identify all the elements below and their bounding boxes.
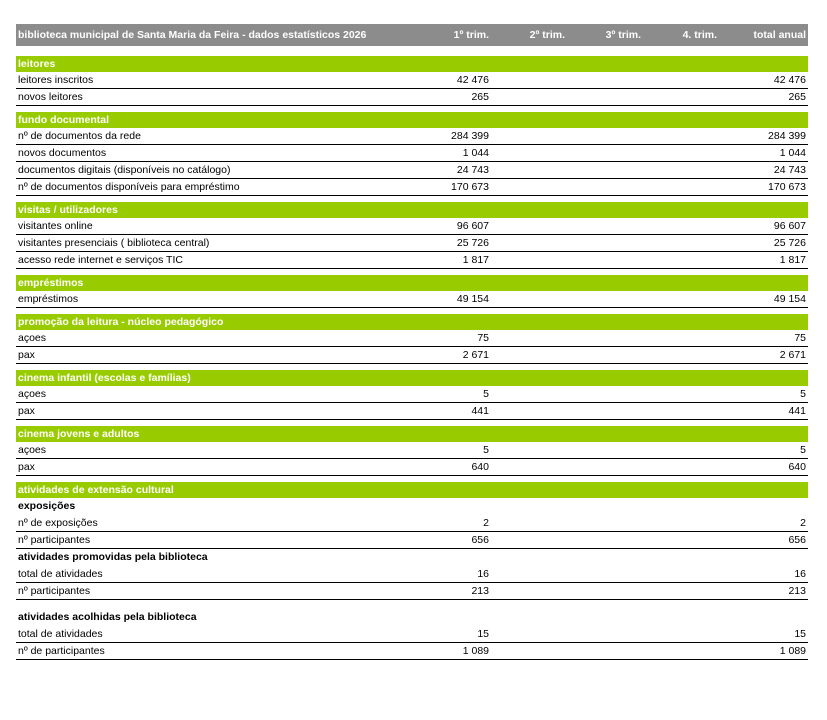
q1-value: 656 xyxy=(471,534,489,546)
q1-value: 640 xyxy=(471,461,489,473)
row-label: pax xyxy=(18,405,35,417)
q1-value: 5 xyxy=(483,388,489,400)
q1-value: 441 xyxy=(471,405,489,417)
table-row xyxy=(16,179,808,196)
table-row xyxy=(16,72,808,89)
q1-value: 2 671 xyxy=(462,349,489,361)
table-row xyxy=(16,532,808,549)
row-label: nº de documentos disponíveis para empréstimo xyxy=(18,181,240,193)
table-row xyxy=(16,291,808,308)
row-label: nº de exposições xyxy=(18,517,98,529)
q1-value: 75 xyxy=(477,332,489,344)
section-header-cinema-infantil xyxy=(16,369,808,386)
row-label: novos leitores xyxy=(18,91,83,103)
total-value: 213 xyxy=(788,585,806,597)
column-header-q3: 3º trim. xyxy=(605,29,641,41)
section-title: cinema jovens e adultos xyxy=(18,428,140,440)
total-value: 15 xyxy=(794,628,806,640)
subsection-header-exposicoes xyxy=(16,498,808,515)
row-label: novos documentos xyxy=(18,147,107,159)
total-value: 441 xyxy=(788,405,806,417)
total-value: 16 xyxy=(794,568,806,580)
q1-value: 42 476 xyxy=(456,74,489,86)
total-value: 170 673 xyxy=(768,181,806,193)
table-header xyxy=(16,24,808,46)
section-header-promocao-leitura xyxy=(16,313,808,330)
row-label: acesso rede internet e serviços TIC xyxy=(18,254,183,266)
total-value: 284 399 xyxy=(768,130,806,142)
statistics-table xyxy=(16,24,808,660)
table-row xyxy=(16,347,808,364)
q1-value: 1 817 xyxy=(462,254,489,266)
row-label: total de atividades xyxy=(18,628,103,640)
row-label: leitores inscritos xyxy=(18,74,94,86)
total-value: 2 671 xyxy=(779,349,806,361)
table-title: biblioteca municipal de Santa Maria da Feira - dados estatísticos 2026 xyxy=(18,29,367,41)
total-value: 75 xyxy=(794,332,806,344)
q1-value: 213 xyxy=(471,585,489,597)
total-value: 96 607 xyxy=(773,220,806,232)
total-value: 640 xyxy=(788,461,806,473)
section-header-visitas xyxy=(16,201,808,218)
q1-value: 5 xyxy=(483,444,489,456)
table-row xyxy=(16,386,808,403)
section-title: cinema infantil (escolas e famílias) xyxy=(18,372,191,384)
subsection-header-acolhidas xyxy=(16,609,808,626)
total-value: 24 743 xyxy=(773,164,806,176)
q1-value: 24 743 xyxy=(456,164,489,176)
table-row xyxy=(16,235,808,252)
section-title: leitores xyxy=(18,58,56,70)
q1-value: 49 154 xyxy=(456,293,489,305)
row-label: pax xyxy=(18,461,35,473)
subsection-title: atividades acolhidas pela biblioteca xyxy=(18,611,197,623)
row-label: açoes xyxy=(18,332,47,344)
subsection-header-promovidas xyxy=(16,549,808,566)
subsection-title: exposições xyxy=(18,500,76,512)
row-label: nº participantes xyxy=(18,534,91,546)
total-value: 25 726 xyxy=(773,237,806,249)
table-row xyxy=(16,252,808,269)
table-row xyxy=(16,566,808,583)
q1-value: 16 xyxy=(477,568,489,580)
total-value: 1 817 xyxy=(779,254,806,266)
total-value: 42 476 xyxy=(773,74,806,86)
total-value: 49 154 xyxy=(773,293,806,305)
section-title: fundo documental xyxy=(18,114,109,126)
section-header-emprestimos xyxy=(16,274,808,291)
section-header-fundo-documental xyxy=(16,111,808,128)
q1-value: 170 673 xyxy=(451,181,489,193)
table-row xyxy=(16,89,808,106)
q1-value: 15 xyxy=(477,628,489,640)
section-title: visitas / utilizadores xyxy=(18,204,118,216)
total-value: 1 044 xyxy=(779,147,806,159)
row-label: visitantes presenciais ( biblioteca central) xyxy=(18,237,210,249)
table-row xyxy=(16,145,808,162)
total-value: 5 xyxy=(800,388,806,400)
table-row xyxy=(16,583,808,600)
table-row xyxy=(16,403,808,420)
table-row xyxy=(16,442,808,459)
q1-value: 25 726 xyxy=(456,237,489,249)
table-row xyxy=(16,515,808,532)
total-value: 656 xyxy=(788,534,806,546)
total-value: 2 xyxy=(800,517,806,529)
row-label: açoes xyxy=(18,444,47,456)
row-label: empréstimos xyxy=(18,293,79,305)
q1-value: 96 607 xyxy=(456,220,489,232)
row-label: açoes xyxy=(18,388,47,400)
section-header-leitores xyxy=(16,55,808,72)
row-label: nº de participantes xyxy=(18,645,105,657)
column-header-q1: 1º trim. xyxy=(453,29,489,41)
row-label: pax xyxy=(18,349,35,361)
section-title: atividades de extensão cultural xyxy=(18,484,174,496)
q1-value: 2 xyxy=(483,517,489,529)
column-header-total: total anual xyxy=(753,29,806,41)
table-row xyxy=(16,330,808,347)
total-value: 5 xyxy=(800,444,806,456)
table-row xyxy=(16,162,808,179)
column-header-q4: 4. trim. xyxy=(682,29,717,41)
q1-value: 265 xyxy=(471,91,489,103)
row-label: nº de documentos da rede xyxy=(18,130,141,142)
table-row xyxy=(16,626,808,643)
table-row xyxy=(16,459,808,476)
q1-value: 284 399 xyxy=(451,130,489,142)
table-row xyxy=(16,218,808,235)
total-value: 1 089 xyxy=(779,645,806,657)
q1-value: 1 089 xyxy=(462,645,489,657)
row-label: documentos digitais (disponíveis no catálogo) xyxy=(18,164,231,176)
total-value: 265 xyxy=(788,91,806,103)
row-label: visitantes online xyxy=(18,220,93,232)
q1-value: 1 044 xyxy=(462,147,489,159)
table-row xyxy=(16,643,808,660)
section-title: empréstimos xyxy=(18,277,84,289)
section-title: promoção da leitura - núcleo pedagógico xyxy=(18,316,224,328)
table-row xyxy=(16,128,808,145)
section-header-atividades xyxy=(16,481,808,498)
row-label: nº participantes xyxy=(18,585,91,597)
row-label: total de atividades xyxy=(18,568,103,580)
subsection-title: atividades promovidas pela biblioteca xyxy=(18,551,208,563)
section-header-cinema-jovens xyxy=(16,425,808,442)
column-header-q2: 2º trim. xyxy=(529,29,565,41)
